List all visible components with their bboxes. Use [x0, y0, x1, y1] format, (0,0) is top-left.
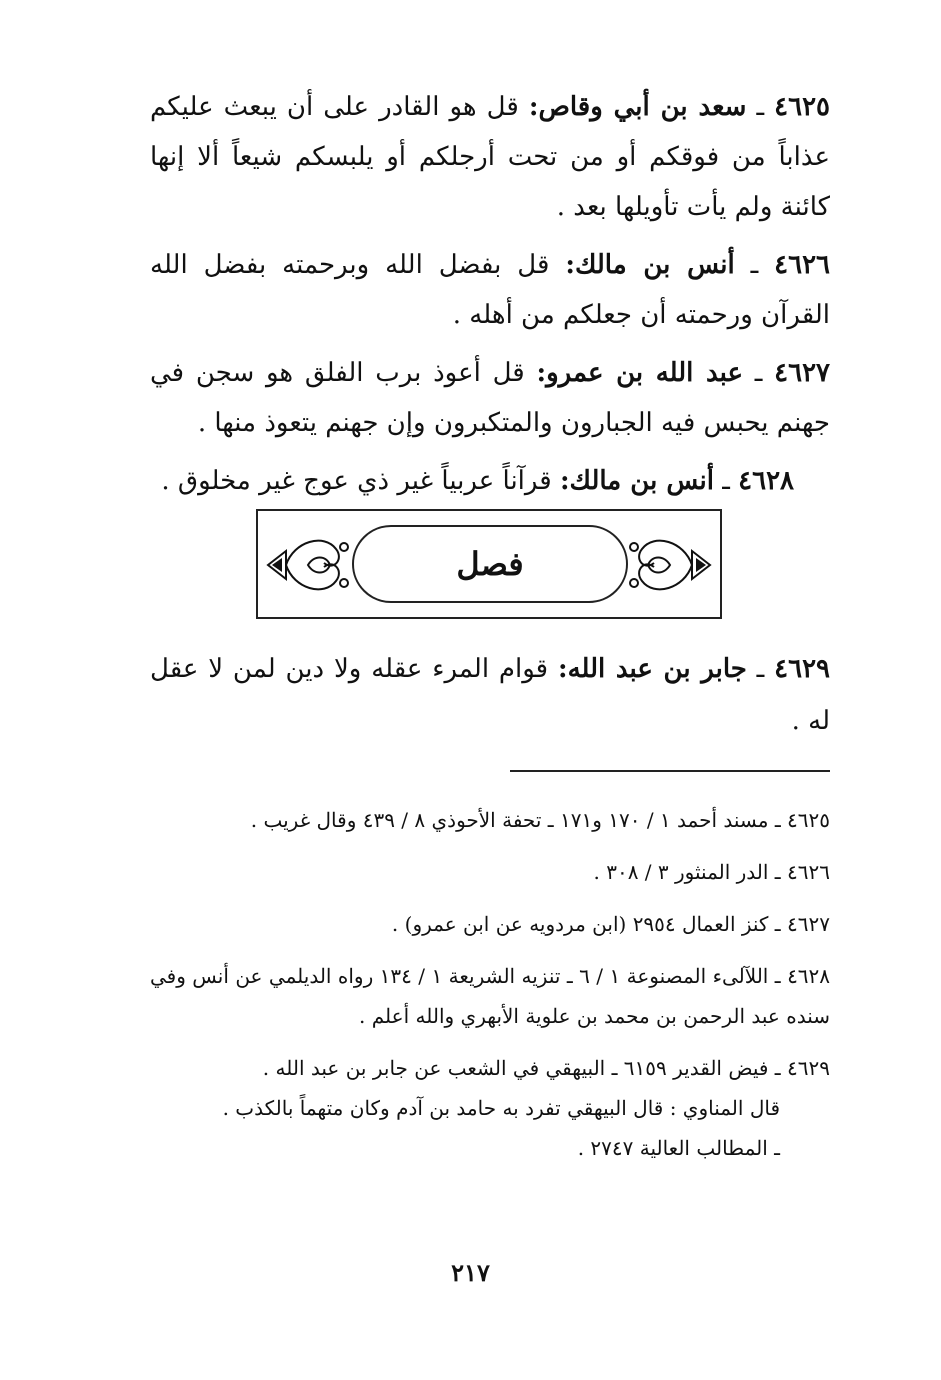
- section-title: فصل: [456, 545, 524, 583]
- arabesque-ornament-right-icon: [628, 527, 714, 603]
- footnote-4628: ٤٦٢٨ ـ اللآلىء المصنوعة ١ / ٦ ـ تنزيه الشريعة ١ / ١٣٤ رواه الديلمي عن أنس وفي سنده عبد الرحمن بن محمد بن علوية الأبهري والله أعلم .: [150, 964, 831, 1028]
- footnotes: [150, 800, 830, 1180]
- footnote-4626: ٤٦٢٦ ـ الدر المنثور ٣ / ٣٠٨ .: [593, 860, 830, 884]
- footnote-divider: [510, 770, 830, 772]
- footnote-4625: ٤٦٢٥ ـ مسند أحمد ١ / ١٧٠ و١٧١ ـ تحفة الأحوذي ٨ / ٤٣٩ وقال غريب .: [250, 808, 830, 832]
- footnote-4629-comment: قال المناوي : قال البيهقي تفرد به حامد بن آدم وكان متهماً بالكذب .: [222, 1096, 780, 1120]
- hadith-entry-4628: ٤٦٢٨ ـ أنس بن مالك: قرآناً عربياً غير ذي عوج غير مخلوق .: [161, 466, 794, 496]
- page-number: ٢١٧: [451, 1258, 490, 1287]
- hadith-entry-4625: ٤٦٢٥ ـ سعد بن أبي وقاص: قل هو القادر على أن يبعث عليكم عذاباً من فوقكم أو من تحت أرجلكم أو يلبسكم شيعاً ألا إنها كائنة ولم يأت تأويلها بعد .: [150, 92, 830, 222]
- footnote-4629-ref: ـ المطالب العالية ٢٧٤٧ .: [577, 1136, 780, 1160]
- hadith-entry-4627: ٤٦٢٧ ـ عبد الله بن عمرو: قل أعوذ برب الفلق هو سجن في جهنم يحبس فيه الجبارون والمتكبرون وإن جهنم يتعوذ منها .: [150, 358, 831, 438]
- footnote-4629: ٤٦٢٩ ـ فيض القدير ٦١٥٩ ـ البيهقي في الشعب عن جابر بن عبد الله .: [262, 1056, 830, 1080]
- hadith-entry-4629: ٤٦٢٩ ـ جابر بن عبد الله: قوام المرء عقله ولا دين لمن لا عقل له .: [150, 654, 831, 736]
- footnote-4627: ٤٦٢٧ ـ كنز العمال ٢٩٥٤ (ابن مردويه عن ابن عمرو) .: [391, 912, 830, 936]
- main-text: [150, 82, 830, 514]
- section-header-frame: [256, 509, 722, 619]
- arabesque-ornament-left-icon: [264, 527, 350, 603]
- section-title-cartouche: [352, 525, 628, 603]
- hadith-entry-4626: ٤٦٢٦ ـ أنس بن مالك: قل بفضل الله وبرحمته بفضل الله القرآن ورحمته أن جعلكم من أهله .: [150, 250, 831, 330]
